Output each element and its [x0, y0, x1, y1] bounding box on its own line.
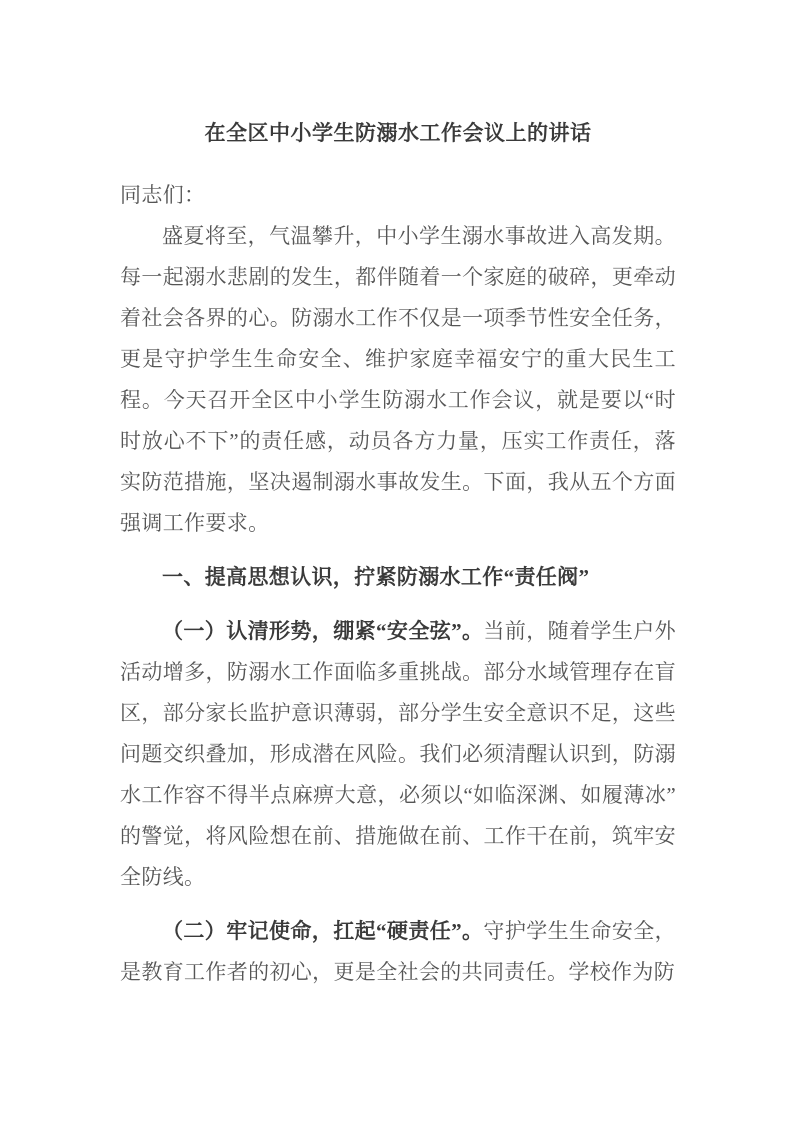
subsection-2-body: 守护学生生命安全，是教育工作者的初心，更是全社会的共同责任。学校作为防 [120, 919, 676, 984]
subsection-paragraph-2 [120, 911, 676, 993]
subsection-2-lead: （二）牢记使命，扛起“硬责任”。 [162, 919, 484, 943]
intro-paragraph: 盛夏将至，气温攀升，中小学生溺水事故进入高发期。每一起溺水悲剧的发生，都伴随着一个家庭的破碎，更牵动着社会各界的心。防溺水工作不仅是一项季节性安全任务，更是守护学生生命安全、维护家庭幸福安宁的重大民生工程。今天召开全区中小学生防溺水工作会议，就是要以“时时放心不下”的责任感，动员各方力量，压实工作责任，落实防范措施，坚决遏制溺水事故发生。下面，我从五个方面强调工作要求。 [120, 224, 676, 535]
subsection-1-body: 当前，随着学生户外活动增多，防溺水工作面临多重挑战。部分水域管理存在盲区，部分家长监护意识薄弱，部分学生安全意识不足，这些问题交织叠加，形成潜在风险。我们必须清醒认识到，防溺水工作容不得半点麻痹大意，必须以“如临深渊、如履薄冰”的警觉，将风险想在前、措施做在前、工作干在前，筑牢安全防线。 [120, 619, 676, 889]
document-title: 在全区中小学生防溺水工作会议上的讲话 [204, 121, 592, 145]
subsection-1-lead: （一）认清形势，绷紧“安全弦”。 [162, 619, 484, 643]
subsection-paragraph-1 [120, 611, 676, 898]
salutation: 同志们： [120, 183, 206, 207]
section-heading: 一、提高思想认识，拧紧防溺水工作“责任阀” [162, 565, 590, 589]
